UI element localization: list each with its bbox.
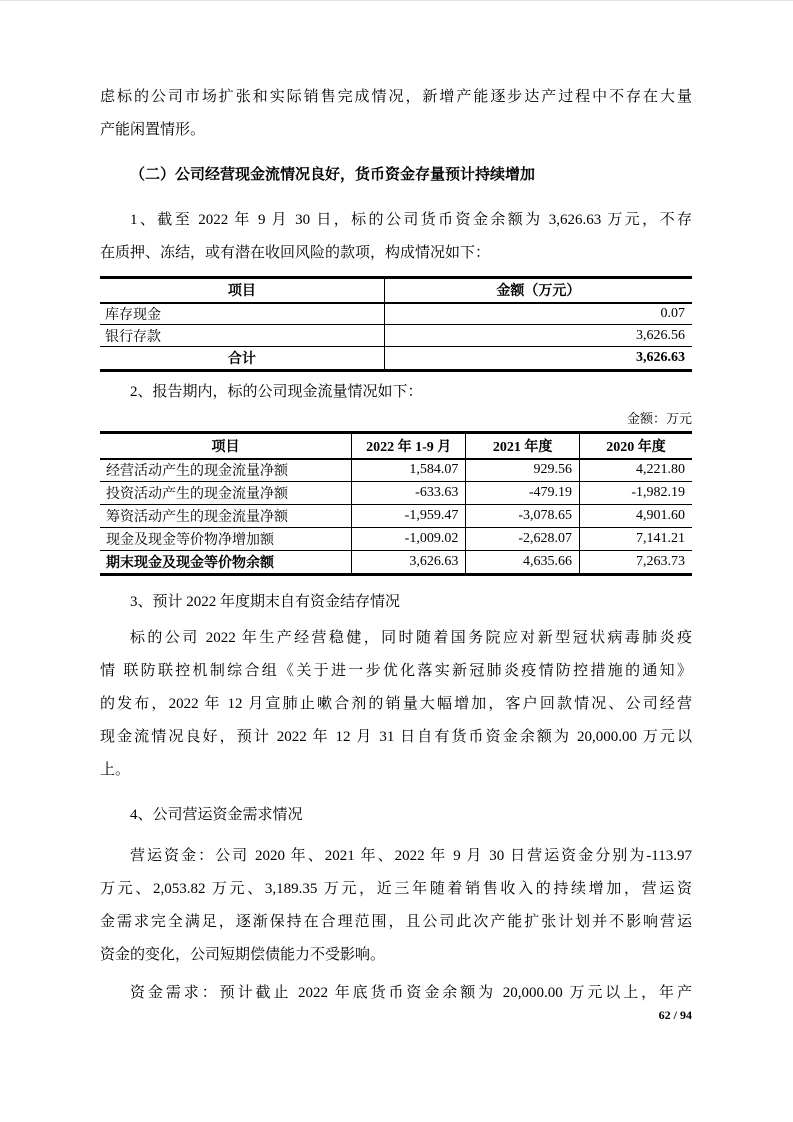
table-header-row [100, 433, 692, 459]
page-content [0, 1, 793, 1024]
text-line: 产能闲置情形。 [100, 122, 206, 138]
text-line: 上。 [100, 762, 131, 778]
paragraph-working-capital-title: 4、公司营运资金需求情况 [130, 807, 303, 823]
page-number: 62 / 94 [658, 1008, 692, 1022]
table-header-row [100, 278, 692, 303]
table-total-row [100, 347, 692, 371]
text-line: 金需求完全满足，逐渐保持在合理范围，且公司此次产能扩张计划并不影响营运 [100, 914, 692, 930]
cell-value: 929.56 [466, 459, 580, 482]
cell-value: -3,078.65 [466, 505, 580, 528]
cell-value: 1,584.07 [352, 459, 466, 482]
column-header-amount: 金额（万元） [384, 278, 692, 303]
text-line: 营运资金：公司 2020 年、2021 年、2022 年 9 月 30 日营运资金分别为-113.97 [130, 848, 692, 864]
cell-value: 3,626.56 [384, 325, 692, 347]
row-label: 投资活动产生的现金流量净额 [100, 482, 352, 505]
cash-composition-table [100, 276, 692, 372]
unit-note: 金额：万元 [626, 411, 692, 426]
section-heading: （二）公司经营现金流情况良好，货币资金存量预计持续增加 [130, 167, 536, 183]
cell-value: -1,959.47 [352, 505, 466, 528]
paragraph-working-capital [100, 840, 692, 972]
text-line: 万元、2,053.82 万元、3,189.35 万元，近三年随着销售收入的持续增加，营运资 [100, 881, 692, 897]
cell-value: 4,221.80 [580, 459, 693, 482]
cell-value: 0.07 [384, 303, 692, 325]
column-header-2020: 2020 年度 [580, 433, 693, 459]
text-line: 的发布，2022 年 12 月宣肺止嗽合剂的销量大幅增加，客户回款情况、公司经营 [100, 696, 692, 712]
table-total-row [100, 551, 692, 575]
paragraph-funding-need [100, 977, 692, 1010]
text-line: 资金的变化，公司短期偿债能力不受影响。 [100, 947, 386, 963]
table-row [100, 505, 692, 528]
total-value: 3,626.63 [352, 551, 466, 575]
table-row [100, 459, 692, 482]
text-line: 资金需求：预计截止 2022 年底货币资金余额为 20,000.00 万元以上，年产 [130, 985, 692, 1001]
row-label: 筹资活动产生的现金流量净额 [100, 505, 352, 528]
cell-value: -633.63 [352, 482, 466, 505]
cell-value: 7,141.21 [580, 528, 693, 551]
table-row [100, 482, 692, 505]
total-label: 期末现金及现金等价物余额 [106, 556, 274, 571]
row-label: 库存现金 [100, 303, 384, 325]
table-row [100, 303, 692, 325]
row-label: 现金及现金等价物净增加额 [100, 528, 352, 551]
paragraph-cash-balance [100, 204, 692, 270]
cell-value: -2,628.07 [466, 528, 580, 551]
cell-value: -479.19 [466, 482, 580, 505]
row-label: 经营活动产生的现金流量净额 [100, 459, 352, 482]
total-value: 7,263.73 [580, 551, 693, 575]
column-header-item: 项目 [100, 433, 352, 459]
column-header-2022: 2022 年 1-9 月 [352, 433, 466, 459]
text-line: 虑标的公司市场扩张和实际销售完成情况，新增产能逐步达产过程中不存在大量 [100, 89, 692, 105]
paragraph-cash-flow-intro: 2、报告期内，标的公司现金流量情况如下： [130, 384, 423, 400]
cell-value: 4,901.60 [580, 505, 693, 528]
total-value: 4,635.66 [466, 551, 580, 575]
cash-flow-table [100, 431, 692, 576]
text-line: 在质押、冻结，或有潜在收回风险的款项，构成情况如下： [100, 245, 491, 261]
paragraph-continuation [100, 81, 692, 147]
table-row [100, 528, 692, 551]
text-line: 1、截至 2022 年 9 月 30 日，标的公司货币资金余额为 3,626.63 万元，不存 [130, 212, 692, 228]
paragraph-year-end-forecast-title: 3、预计 2022 年度期末自有资金结存情况 [130, 594, 401, 610]
column-header-item: 项目 [100, 278, 384, 303]
cell-value: -1,009.02 [352, 528, 466, 551]
column-header-2021: 2021 年度 [466, 433, 580, 459]
text-line: 标的公司 2022 年生产经营稳健，同时随着国务院应对新型冠状病毒肺炎疫 [130, 630, 692, 646]
table-row [100, 325, 692, 347]
total-value: 3,626.63 [384, 347, 692, 371]
text-line: 现金流情况良好，预计 2022 年 12 月 31 日自有货币资金余额为 20,000.00 万元以 [100, 729, 692, 745]
text-line: 情 联防联控机制综合组《关于进一步优化落实新冠肺炎疫情防控措施的通知》 [100, 663, 692, 679]
cell-value: -1,982.19 [580, 482, 693, 505]
row-label: 银行存款 [100, 325, 384, 347]
paragraph-forecast [100, 622, 692, 787]
total-label: 合计 [227, 352, 256, 367]
